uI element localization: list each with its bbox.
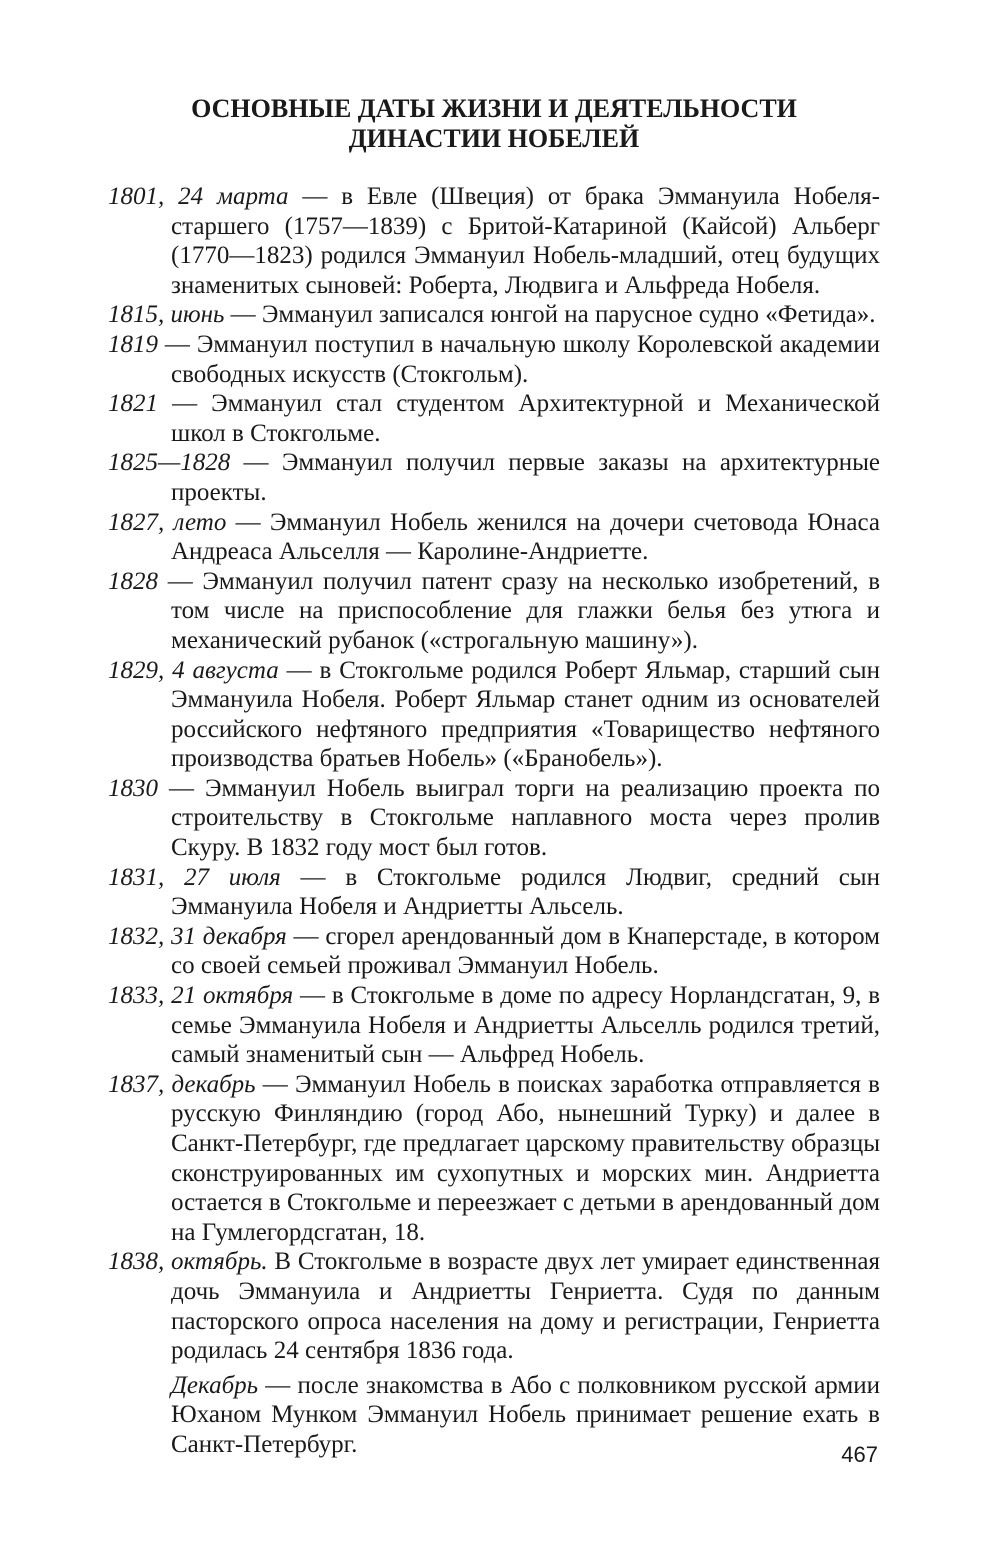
entry-text: — после знакомства в Або с полковником русской армии Юханом Мунком Эммануил Нобель принимает решение ехать в Санкт-Петербург. xyxy=(171,1371,880,1458)
entry-text: — сгорел арендованный дом в Кнаперстаде, в котором со своей семьей проживал Эммануил Нобель. xyxy=(171,922,880,980)
page-number: 467 xyxy=(841,1442,878,1467)
chronology-entry xyxy=(108,448,880,507)
entry-date: 1821 xyxy=(108,390,158,418)
chronology-entry xyxy=(108,330,880,389)
entry-date: 1832, 31 декабря xyxy=(108,922,287,950)
title-line-2: ДИНАСТИИ НОБЕЛЕЙ xyxy=(348,124,640,153)
chronology-entry xyxy=(108,389,880,448)
entry-text: — в Стокгольме родился Людвиг, средний сын Эммануила Нобеля и Андриетты Альсель. xyxy=(171,863,880,921)
chronology-entry xyxy=(108,981,880,1070)
entry-text: — Эммануил поступил в начальную школу Королевской академии свободных искусств (Стокгольм). xyxy=(158,330,880,388)
chronology-list xyxy=(108,182,880,1460)
chronology-entry xyxy=(108,1247,880,1365)
chronology-entry xyxy=(108,182,880,300)
chronology-entry-continuation xyxy=(108,1371,880,1460)
title-line-1: ОСНОВНЫЕ ДАТЫ ЖИЗНИ И ДЕЯТЕЛЬНОСТИ xyxy=(191,94,797,123)
entry-date: Декабрь xyxy=(171,1371,259,1399)
entry-date: 1825—1828 xyxy=(108,449,231,477)
entry-text: — Эммануил записался юнгой на парусное судно «Фетида». xyxy=(224,301,876,329)
entry-date: 1831, 27 июля xyxy=(108,863,281,891)
entry-text: В Стокгольме в возрасте двух лет умирает единственная дочь Эммануила и Андриетты Генриетта. Судя по данным пасторского опроса населения на дому и регистрации, Генриетта родилась 24 сентября 1836 года. xyxy=(171,1248,880,1365)
entry-date: 1828 xyxy=(108,567,158,595)
entry-date: 1837, декабрь xyxy=(108,1070,256,1098)
entry-date: 1833, 21 октября xyxy=(108,982,294,1010)
chronology-entry xyxy=(108,1070,880,1248)
chronology-entry xyxy=(108,656,880,774)
entry-date: 1819 xyxy=(108,330,158,358)
entry-date: 1827, лето xyxy=(108,508,227,536)
entry-date: 1815, июнь xyxy=(108,301,225,329)
chronology-entry xyxy=(108,300,880,330)
entry-text: — в Стокгольме родился Роберт Яльмар, старший сын Эммануила Нобеля. Роберт Яльмар станет одним из основателей российского нефтяного предприятия «Товарищество нефтяного производства братьев Нобель» («Бранобель»). xyxy=(171,656,880,773)
entry-date: 1801, 24 марта xyxy=(108,183,289,210)
entry-text: — в Стокгольме в доме по адресу Норландсгатан, 9, в семье Эммануила Нобеля и Андриетты Альселль родился третий, самый знаменитый сын — Альфред Нобель. xyxy=(171,982,880,1069)
entry-text: — Эммануил Нобель выиграл торги на реализацию проекта по строительству в Стокгольме наплавного моста через пролив Скуру. В 1832 году мост был готов. xyxy=(158,774,880,862)
entry-text: — Эммануил стал студентом Архитектурной и Механической школ в Стокгольме. xyxy=(158,390,880,447)
chronology-entry xyxy=(108,922,880,981)
entry-text: — Эммануил Нобель в поисках заработка отправляется в русскую Финляндию (город Або, нынешний Турку) и далее в Санкт-Петербург, где предлагает царскому правительству образцы сконструированных им сухопутных и морских мин. Андриетта остается в Стокгольме и переезжает с детьми в арендованный дом на Гумлегордсгатан, 18. xyxy=(171,1070,880,1246)
entry-date: 1838, октябрь. xyxy=(108,1248,268,1276)
entry-text: — в Евле (Швеция) от брака Эммануила Нобеля-старшего (1757—1839) с Бритой-Катариной (Кайсой) Альберг (1770—1823) родился Эммануил Нобель-младший, отец будущих знаменитых сыновей: Роберта, Людвига и Альфреда Нобеля. xyxy=(171,183,880,299)
entry-text: — Эммануил Нобель женился на дочери счетовода Юнаса Андреаса Альселля — Каролине-Андриетте. xyxy=(171,508,880,566)
chronology-entry xyxy=(108,567,880,656)
entry-text: — Эммануил получил первые заказы на архитектурные проекты. xyxy=(171,449,880,506)
page-title xyxy=(108,94,880,154)
chronology-entry xyxy=(108,508,880,567)
entry-text: — Эммануил получил патент сразу на несколько изобретений, в том числе на приспособление для глажки белья без утюга и механический рубанок («строгальную машину»). xyxy=(158,567,880,654)
entry-date: 1830 xyxy=(108,774,158,802)
chronology-entry xyxy=(108,863,880,922)
chronology-entry xyxy=(108,774,880,863)
entry-date: 1829, 4 августа xyxy=(108,656,279,684)
